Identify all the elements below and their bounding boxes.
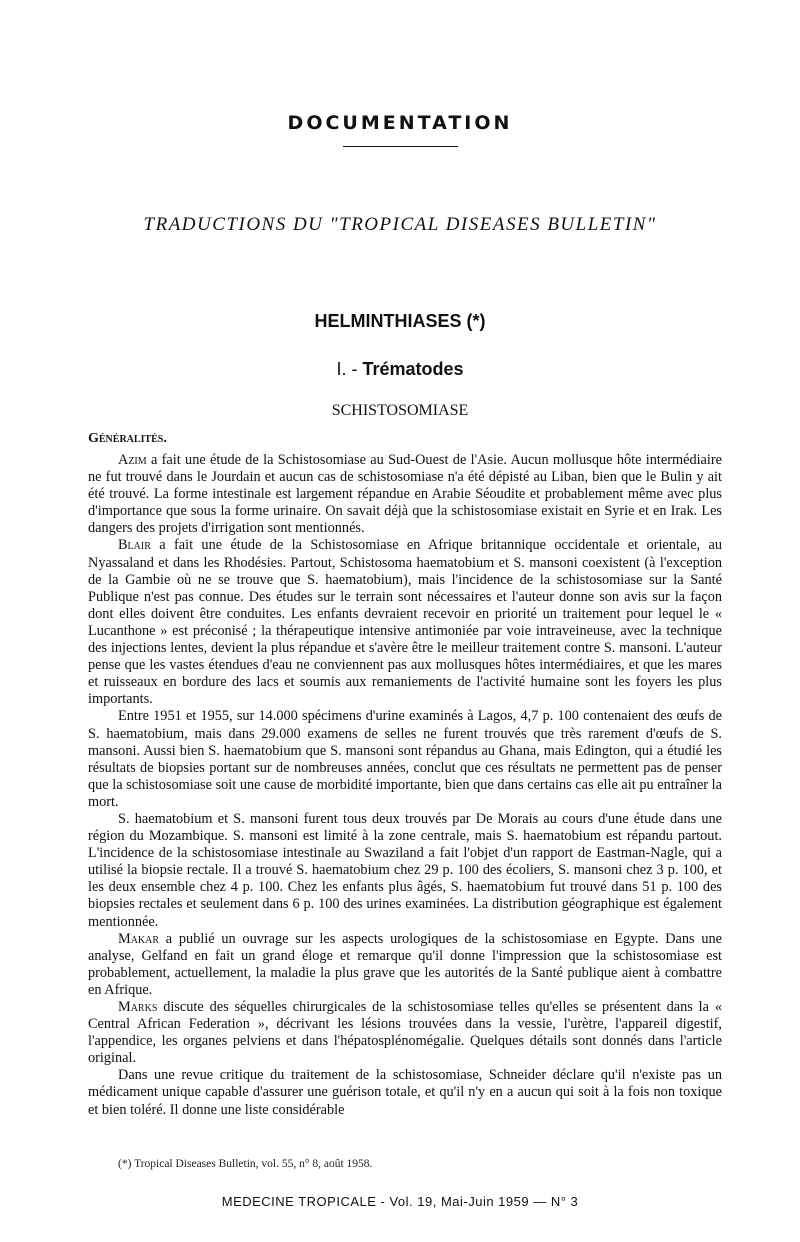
author-name: Azim <box>118 452 147 468</box>
paragraph-text: Entre 1951 et 1955, sur 14.000 spécimens d'urine examinés à Lagos, 4,7 p. 100 contenaient des œufs de S. haematobium, mais dans 29.000 examens de selles ne furent trouvés que très rarement d'œufs de S. mansoni. Aussi bien S. haematobium que S. mansoni sont répandus au Ghana, mais Edington, qui a étudié les résultats de biopsies portant sur de nombreuses années, conclut que ces résultats ne permettent pas de penser que la schistosomiase soit une cause de morbidité importante, bien que dans certains cas elle ait pu entraîner la mort. <box>88 708 722 810</box>
subtitle: TRADUCTIONS DU "TROPICAL DISEASES BULLETIN" <box>143 214 657 235</box>
footnote: (*) Tropical Diseases Bulletin, vol. 55, n° 8, août 1958. <box>118 1158 373 1170</box>
part-number: I. - <box>336 359 358 379</box>
paragraph <box>88 452 722 537</box>
documentation-heading: DOCUMENTATION <box>287 112 513 134</box>
paragraph <box>88 931 722 999</box>
paragraph <box>88 999 722 1067</box>
topic-title: SCHISTOSOMIASE <box>331 402 469 419</box>
part-name: Trématodes <box>362 359 464 379</box>
article-body <box>88 452 722 1119</box>
heading-rule <box>343 146 458 147</box>
paragraph <box>88 708 722 811</box>
section-title: HELMINTHIASES (*) <box>314 311 486 331</box>
author-name: Blair <box>118 537 151 554</box>
author-name: Marks <box>118 999 158 1015</box>
paragraph <box>88 537 722 708</box>
paragraph-text: S. haematobium et S. mansoni furent tous deux trouvés par De Morais au cours d'une étude dans une région du Mozambique. S. mansoni est limité à la zone centrale, mais S. haematobium est répandu partout. L'incidence de la schistosomiase intestinale au Swaziland a fait l'objet d'un rapport de Eastman-Nagle, qui a utilisé la biopsie rectale. Il a trouvé S. haematobium chez 29 p. 100 des écoliers, S. mansoni chez 3 p. 100, et les deux ensemble chez 4 p. 100. Chez les enfants plus âgés, S. haematobium fut trouvé dans 51 p. 100 des biopsies rectales et seulement dans 6 p. 100 des urines examinées. La distribution géographique est également mentionnée. <box>88 810 722 930</box>
author-name: Makar <box>118 930 160 947</box>
paragraph-text: a fait une étude de la Schistosomiase au Sud-Ouest de l'Asie. Aucun mollusque hôte intermédiaire ne fut trouvé dans le Jourdain et aucun cas de schistosomiase n'a été dépisté au Liban, bien que le Bulin y ait été trouvé. La forme intestinale est largement répandue en Arabie Séoudite et probablement même avec plus d'importance que sous la forme urinaire. On savait déjà que la schistosomiase existait en Syrie et en Irak. Les dangers des projets d'irrigation sont mentionnés. <box>88 452 722 537</box>
paragraph-text: a fait une étude de la Schistosomiase en Afrique britannique occidentale et orientale, au Nyassaland et dans les Rhodésies. Partout, Schistosoma haematobium et S. mansoni coexistent (à l'exception de la Gambie où ne se trouve que S. haematobium), mais l'incidence de la schistosomiase sur la Santé Publique n'est pas connue. Des études sur le terrain sont nécessaires et l'auteur donne son avis sur la façon dont elles doivent être conduites. Les enfants devraient recevoir en priorité un traitement pour lequel le « Lucanthone » est préconisé ; la thérapeutique intensive antimoniée par voie intraveineuse, avec la technique des injections lentes, devient la plus répandue et s'avère être le meilleur traitement contre S. mansoni. L'auteur pense que les vastes étendues d'eau ne conviennent pas aux mollusques hôtes intermédiaires, et que les mares et ruisseaux en bordure des lacs et soumis aux remaniements de l'activité humaine sont les foyers les plus importants. <box>88 537 722 708</box>
part-title <box>0 359 800 380</box>
subheading: Généralités. <box>88 431 167 446</box>
journal-footer: MEDECINE TROPICALE - Vol. 19, Mai-Juin 1959 — N° 3 <box>221 1194 579 1209</box>
paragraph-text: discute des séquelles chirurgicales de la schistosomiase telles qu'elles se présentent dans la « Central African Federation », décrivant les lésions trouvées dans la vessie, l'urètre, l'appareil digestif, l'appendice, les organes pelviens et dans l'hépatosplénomégalie. Quelques détails sont donnés dans l'article original. <box>88 999 722 1067</box>
paragraph-text: Dans une revue critique du traitement de la schistosomiase, Schneider déclare qu'il n'existe pas un médicament unique capable d'assurer une guérison totale, et qu'il n'y en a aucun qui soit à la fois non toxique et bien toléré. Il donne une liste considérable <box>88 1067 722 1118</box>
paragraph-text: a publié un ouvrage sur les aspects urologiques de la schistosomiase en Egypte. Dans une analyse, Gelfand en fait un grand éloge et remarque qu'il donne l'impression que la schistosomiase est probablement, actuellement, la maladie la plus grave que les autorités de la Santé publique aient à combattre en Afrique. <box>88 930 722 998</box>
paragraph <box>88 1067 722 1118</box>
paragraph <box>88 811 722 931</box>
